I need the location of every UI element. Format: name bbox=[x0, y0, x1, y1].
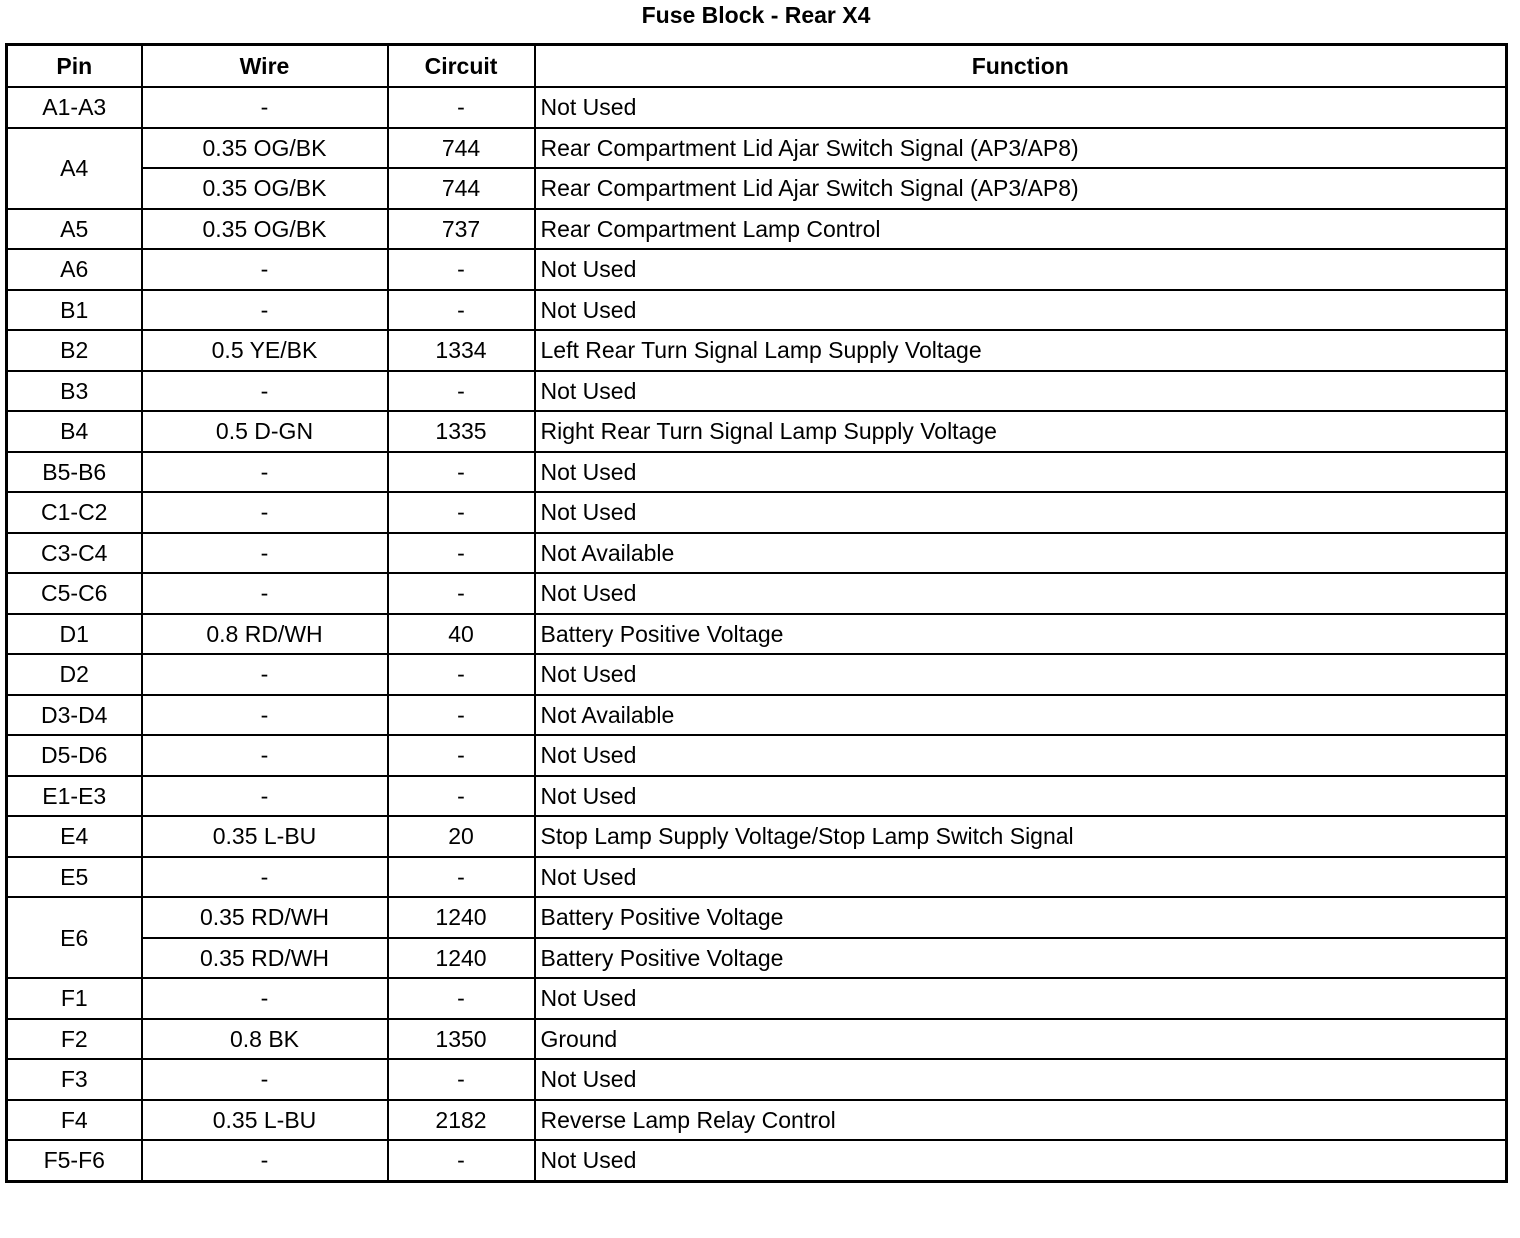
function-cell: Not Used bbox=[535, 452, 1507, 493]
function-cell: Not Used bbox=[535, 87, 1507, 128]
pin-cell: F5-F6 bbox=[7, 1140, 142, 1181]
table-row bbox=[7, 330, 1507, 371]
pin-cell: A5 bbox=[7, 209, 142, 250]
function-cell: Not Used bbox=[535, 573, 1507, 614]
table-row bbox=[7, 776, 1507, 817]
pin-cell: B4 bbox=[7, 411, 142, 452]
function-cell: Rear Compartment Lid Ajar Switch Signal (AP3/AP8) bbox=[535, 168, 1507, 209]
page-title: Fuse Block - Rear X4 bbox=[641, 2, 871, 28]
function-cell: Not Available bbox=[535, 695, 1507, 736]
wire-cell: - bbox=[142, 654, 388, 695]
wire-cell: 0.35 L-BU bbox=[142, 816, 388, 857]
pin-cell: C5-C6 bbox=[7, 573, 142, 614]
wire-cell: - bbox=[142, 533, 388, 574]
function-cell: Not Used bbox=[535, 857, 1507, 898]
pin-cell: E6 bbox=[7, 897, 142, 978]
pin-cell: D2 bbox=[7, 654, 142, 695]
pin-cell: F2 bbox=[7, 1019, 142, 1060]
circuit-cell: - bbox=[388, 492, 535, 533]
wire-cell: - bbox=[142, 695, 388, 736]
wire-cell: - bbox=[142, 776, 388, 817]
table-row bbox=[7, 1019, 1507, 1060]
function-cell: Stop Lamp Supply Voltage/Stop Lamp Switch Signal bbox=[535, 816, 1507, 857]
pin-cell: D1 bbox=[7, 614, 142, 655]
circuit-cell: - bbox=[388, 776, 535, 817]
function-cell: Left Rear Turn Signal Lamp Supply Voltage bbox=[535, 330, 1507, 371]
table-row bbox=[7, 857, 1507, 898]
circuit-cell: 1240 bbox=[388, 897, 535, 938]
wire-cell: 0.8 RD/WH bbox=[142, 614, 388, 655]
pin-cell: F4 bbox=[7, 1100, 142, 1141]
pin-cell: B5-B6 bbox=[7, 452, 142, 493]
wire-cell: - bbox=[142, 857, 388, 898]
circuit-cell: - bbox=[388, 654, 535, 695]
wire-cell: - bbox=[142, 978, 388, 1019]
wire-cell: - bbox=[142, 290, 388, 331]
function-cell: Reverse Lamp Relay Control bbox=[535, 1100, 1507, 1141]
function-cell: Not Used bbox=[535, 1140, 1507, 1181]
circuit-cell: 1240 bbox=[388, 938, 535, 979]
pin-cell: B2 bbox=[7, 330, 142, 371]
table-header-row bbox=[7, 45, 1507, 88]
wire-cell: - bbox=[142, 371, 388, 412]
circuit-cell: - bbox=[388, 290, 535, 331]
function-cell: Not Used bbox=[535, 492, 1507, 533]
table-row bbox=[7, 614, 1507, 655]
function-cell: Not Used bbox=[535, 249, 1507, 290]
table-row bbox=[7, 411, 1507, 452]
table-row bbox=[7, 938, 1507, 979]
circuit-cell: 2182 bbox=[388, 1100, 535, 1141]
table-row bbox=[7, 87, 1507, 128]
pin-cell: F1 bbox=[7, 978, 142, 1019]
function-cell: Not Used bbox=[535, 290, 1507, 331]
circuit-cell: - bbox=[388, 533, 535, 574]
table-body bbox=[7, 87, 1507, 1181]
wire-cell: - bbox=[142, 573, 388, 614]
circuit-cell: 1350 bbox=[388, 1019, 535, 1060]
table-row bbox=[7, 695, 1507, 736]
pin-cell: D5-D6 bbox=[7, 735, 142, 776]
table-row bbox=[7, 290, 1507, 331]
wire-cell: 0.5 D-GN bbox=[142, 411, 388, 452]
function-cell: Not Used bbox=[535, 1059, 1507, 1100]
function-cell: Battery Positive Voltage bbox=[535, 614, 1507, 655]
table-row bbox=[7, 816, 1507, 857]
circuit-cell: 1335 bbox=[388, 411, 535, 452]
table-row bbox=[7, 492, 1507, 533]
pin-cell: F3 bbox=[7, 1059, 142, 1100]
table-row bbox=[7, 897, 1507, 938]
table-row bbox=[7, 735, 1507, 776]
pin-cell: E1-E3 bbox=[7, 776, 142, 817]
function-cell: Not Used bbox=[535, 371, 1507, 412]
table-row bbox=[7, 654, 1507, 695]
circuit-cell: 40 bbox=[388, 614, 535, 655]
table-row bbox=[7, 533, 1507, 574]
pin-cell: C3-C4 bbox=[7, 533, 142, 574]
wire-cell: 0.35 L-BU bbox=[142, 1100, 388, 1141]
table-row bbox=[7, 1100, 1507, 1141]
table-row bbox=[7, 128, 1507, 169]
column-header-function: Function bbox=[535, 45, 1507, 88]
function-cell: Battery Positive Voltage bbox=[535, 897, 1507, 938]
circuit-cell: 737 bbox=[388, 209, 535, 250]
circuit-cell: - bbox=[388, 371, 535, 412]
function-cell: Not Used bbox=[535, 776, 1507, 817]
function-cell: Not Used bbox=[535, 654, 1507, 695]
pin-cell: B3 bbox=[7, 371, 142, 412]
pin-cell: C1-C2 bbox=[7, 492, 142, 533]
wire-cell: 0.8 BK bbox=[142, 1019, 388, 1060]
pin-cell: B1 bbox=[7, 290, 142, 331]
circuit-cell: 744 bbox=[388, 128, 535, 169]
function-cell: Not Used bbox=[535, 978, 1507, 1019]
table-row bbox=[7, 978, 1507, 1019]
circuit-cell: - bbox=[388, 735, 535, 776]
table-row bbox=[7, 371, 1507, 412]
table-row bbox=[7, 249, 1507, 290]
circuit-cell: - bbox=[388, 573, 535, 614]
wire-cell: - bbox=[142, 452, 388, 493]
column-header-circuit: Circuit bbox=[388, 45, 535, 88]
pin-cell: A1-A3 bbox=[7, 87, 142, 128]
circuit-cell: - bbox=[388, 1140, 535, 1181]
function-cell: Battery Positive Voltage bbox=[535, 938, 1507, 979]
circuit-cell: - bbox=[388, 249, 535, 290]
wire-cell: 0.35 OG/BK bbox=[142, 168, 388, 209]
wire-cell: - bbox=[142, 735, 388, 776]
pin-cell: D3-D4 bbox=[7, 695, 142, 736]
circuit-cell: - bbox=[388, 978, 535, 1019]
table-row bbox=[7, 168, 1507, 209]
circuit-cell: - bbox=[388, 1059, 535, 1100]
pin-cell: A4 bbox=[7, 128, 142, 209]
table-row bbox=[7, 1140, 1507, 1181]
function-cell: Not Available bbox=[535, 533, 1507, 574]
table-row bbox=[7, 452, 1507, 493]
wire-cell: - bbox=[142, 492, 388, 533]
function-cell: Not Used bbox=[535, 735, 1507, 776]
circuit-cell: - bbox=[388, 857, 535, 898]
wire-cell: - bbox=[142, 1140, 388, 1181]
pin-cell: A6 bbox=[7, 249, 142, 290]
wire-cell: 0.5 YE/BK bbox=[142, 330, 388, 371]
circuit-cell: 1334 bbox=[388, 330, 535, 371]
function-cell: Ground bbox=[535, 1019, 1507, 1060]
wire-cell: - bbox=[142, 87, 388, 128]
circuit-cell: - bbox=[388, 695, 535, 736]
wire-cell: - bbox=[142, 1059, 388, 1100]
wire-cell: - bbox=[142, 249, 388, 290]
pin-cell: E5 bbox=[7, 857, 142, 898]
wire-cell: 0.35 RD/WH bbox=[142, 897, 388, 938]
function-cell: Right Rear Turn Signal Lamp Supply Voltage bbox=[535, 411, 1507, 452]
function-cell: Rear Compartment Lamp Control bbox=[535, 209, 1507, 250]
circuit-cell: 20 bbox=[388, 816, 535, 857]
column-header-pin: Pin bbox=[7, 45, 142, 88]
wire-cell: 0.35 RD/WH bbox=[142, 938, 388, 979]
wire-cell: 0.35 OG/BK bbox=[142, 128, 388, 169]
table-row bbox=[7, 209, 1507, 250]
function-cell: Rear Compartment Lid Ajar Switch Signal (AP3/AP8) bbox=[535, 128, 1507, 169]
pin-cell: E4 bbox=[7, 816, 142, 857]
table-row bbox=[7, 573, 1507, 614]
pinout-table bbox=[5, 43, 1508, 1183]
wire-cell: 0.35 OG/BK bbox=[142, 209, 388, 250]
circuit-cell: 744 bbox=[388, 168, 535, 209]
circuit-cell: - bbox=[388, 87, 535, 128]
table-row bbox=[7, 1059, 1507, 1100]
circuit-cell: - bbox=[388, 452, 535, 493]
column-header-wire: Wire bbox=[142, 45, 388, 88]
